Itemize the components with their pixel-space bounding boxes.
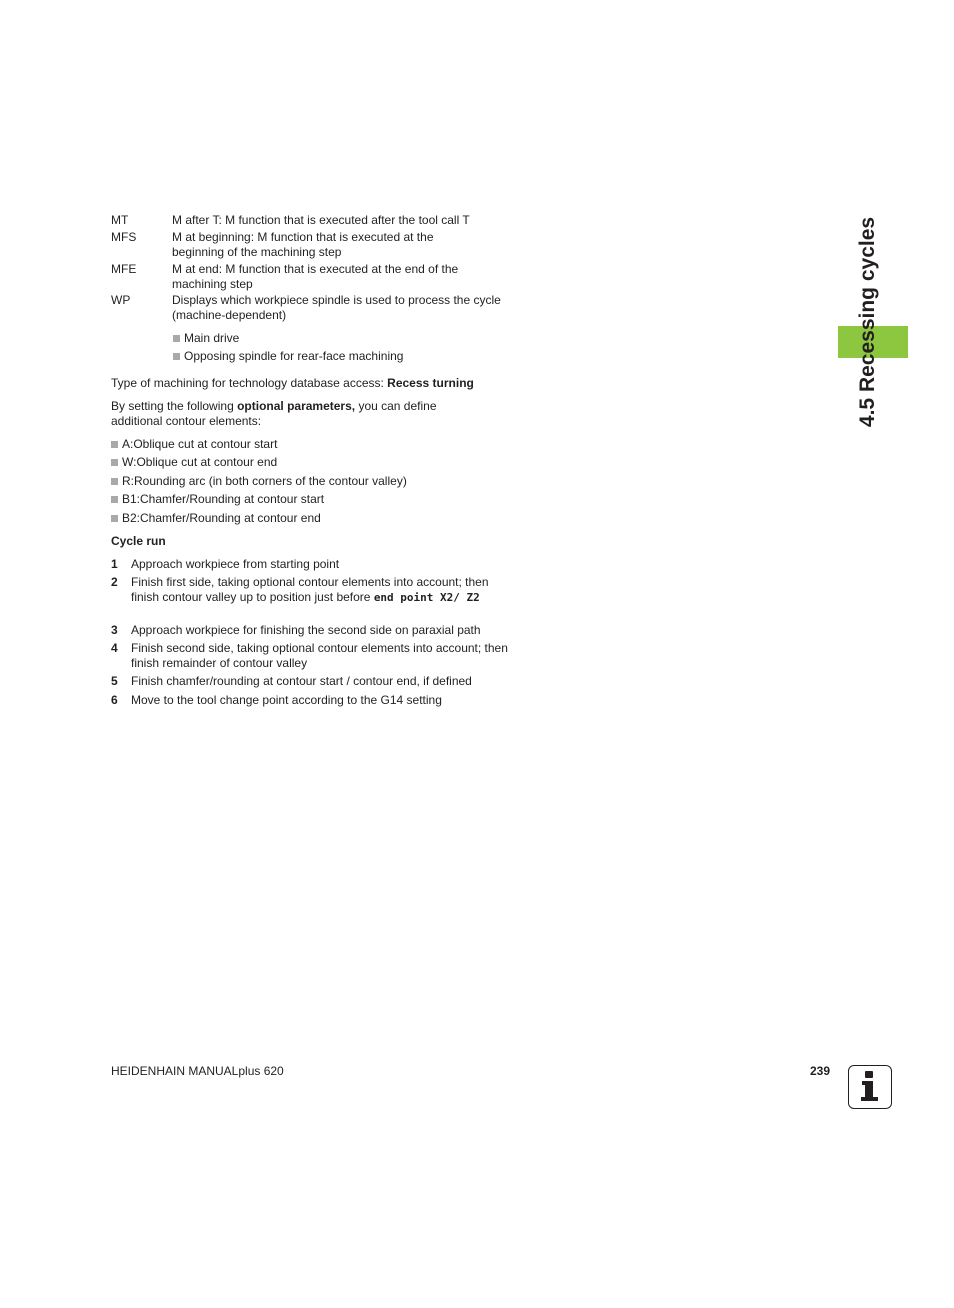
- def-term-mt: MT: [111, 213, 129, 227]
- list-item: W:Oblique cut at contour end: [111, 455, 511, 470]
- bullet-square-icon: [111, 441, 118, 448]
- chapter-title: 4.5 Recessing cycles: [856, 216, 879, 428]
- def-term-wp: WP: [111, 293, 131, 307]
- def-term-mfe: MFE: [111, 262, 137, 276]
- wp-option-item: Opposing spindle for rear-face machining: [173, 349, 513, 364]
- def-desc-mfs: M at beginning: M function that is executed at the beginning of the machining step: [172, 230, 434, 259]
- def-desc-wp: Displays which workpiece spindle is used to process the cycle (machine-dependent): [172, 293, 501, 322]
- wp-option-item: Main drive: [173, 331, 513, 346]
- step-text: Finish first side, taking optional contour elements into account; then finish contour valley up to position just before end point X2/ Z2: [131, 575, 489, 604]
- list-item: R:Rounding arc (in both corners of the contour valley): [111, 474, 511, 489]
- bullet-square-icon: [111, 496, 118, 503]
- def-term-mfs: MFS: [111, 230, 137, 244]
- bullet-square-icon: [111, 515, 118, 522]
- step-number: 5: [111, 674, 118, 688]
- tech-db-paragraph: Type of machining for technology database access: Recess turning: [111, 376, 474, 390]
- bullet-square-icon: [111, 459, 118, 466]
- page-number: 239: [809, 1064, 830, 1078]
- def-desc-mfe: M at end: M function that is executed at the end of the machining step: [172, 262, 459, 291]
- step-number: 4: [111, 641, 118, 655]
- step-number: 2: [111, 575, 118, 589]
- step-text: Move to the tool change point according to the G14 setting: [131, 693, 442, 707]
- bullet-square-icon: [173, 335, 180, 342]
- bullet-square-icon: [173, 353, 180, 360]
- step-text: Approach workpiece for finishing the second side on paraxial path: [131, 623, 481, 637]
- footer-title: HEIDENHAIN MANUALplus 620: [111, 1064, 284, 1078]
- step-text: Approach workpiece from starting point: [131, 557, 340, 571]
- step-text: Finish chamfer/rounding at contour start / contour end, if defined: [131, 674, 472, 688]
- step-number: 3: [111, 623, 118, 637]
- bullet-square-icon: [111, 478, 118, 485]
- step-number: 1: [111, 557, 118, 571]
- list-item: A:Oblique cut at contour start: [111, 437, 511, 452]
- list-item: B1:Chamfer/Rounding at contour start: [111, 492, 511, 507]
- step-text: Finish second side, taking optional contour elements into account; then finish remainder of contour valley: [131, 641, 508, 670]
- cycle-run-heading: Cycle run: [111, 534, 166, 548]
- info-icon: [848, 1065, 892, 1109]
- optional-params-paragraph: By setting the following optional parameters, you can define additional contour elements:: [111, 399, 437, 428]
- step-number: 6: [111, 693, 118, 707]
- def-desc-mt: M after T: M function that is executed after the tool call T: [172, 213, 470, 227]
- list-item: B2:Chamfer/Rounding at contour end: [111, 511, 511, 526]
- info-glyph-icon: [849, 1066, 890, 1107]
